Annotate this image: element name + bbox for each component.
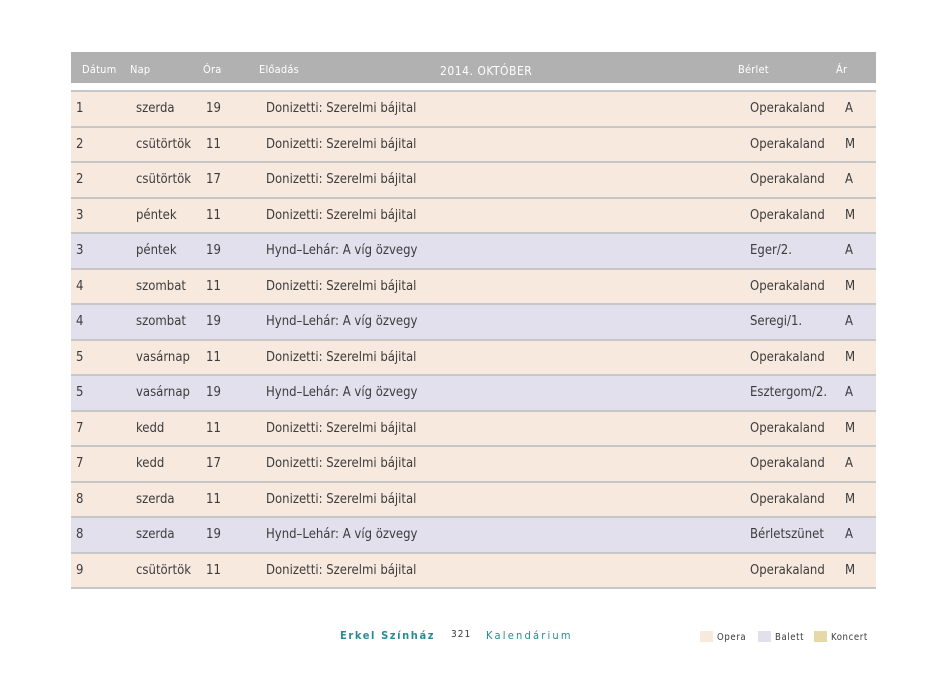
cell-price: M (845, 420, 856, 436)
cell-day: szerda (136, 527, 175, 542)
cell-season: Operakaland (750, 136, 825, 152)
cell-date: 3 (76, 207, 84, 223)
cell-date: 2 (76, 136, 84, 152)
table-header (71, 52, 876, 83)
cell-date: 8 (76, 491, 84, 507)
cell-show: Donizetti: Szerelmi bájital (266, 562, 417, 578)
cell-season: Operakaland (750, 101, 825, 116)
cell-time: 11 (206, 562, 221, 578)
cell-day: vasárnap (136, 385, 190, 400)
cell-show: Hynd–Lehár: A víg özvegy (266, 527, 418, 542)
cell-day: szombat (136, 314, 186, 329)
cell-time: 19 (206, 385, 221, 400)
cell-date: 9 (76, 562, 84, 578)
legend-label: Koncert (831, 632, 868, 643)
table-row (71, 232, 876, 268)
cell-show: Hynd–Lehár: A víg özvegy (266, 385, 418, 400)
cell-time: 11 (206, 420, 221, 436)
cell-season: Operakaland (750, 349, 825, 365)
cell-time: 19 (206, 527, 221, 542)
cell-day: kedd (136, 420, 165, 436)
table-row (71, 161, 876, 197)
cell-price: M (845, 562, 856, 578)
table-row (71, 90, 876, 126)
table-row (71, 410, 876, 446)
cell-time: 17 (206, 172, 221, 187)
cell-date: 7 (76, 420, 84, 436)
cell-day: péntek (136, 243, 177, 258)
cell-season: Bérletszünet (750, 527, 824, 542)
cell-date: 4 (76, 278, 84, 294)
cell-show: Donizetti: Szerelmi bájital (266, 207, 417, 223)
cell-season: Operakaland (750, 278, 825, 294)
table-row (71, 516, 876, 552)
cell-price: M (845, 278, 856, 294)
header-day: Nap (130, 63, 151, 76)
cell-price: A (845, 527, 853, 542)
cell-date: 5 (76, 349, 84, 365)
cell-day: kedd (136, 456, 165, 471)
cell-time: 11 (206, 278, 221, 294)
footer-section-title: Kalendárium (486, 629, 573, 642)
header-time: Óra (203, 63, 222, 76)
cell-price: M (845, 207, 856, 223)
header-season: Bérlet (738, 63, 769, 76)
cell-season: Operakaland (750, 172, 825, 187)
cell-day: csütörtök (136, 136, 191, 152)
page-number: 321 (451, 629, 472, 640)
cell-time: 11 (206, 207, 221, 223)
cell-time: 11 (206, 491, 221, 507)
cell-price: A (845, 314, 853, 329)
table-row (71, 268, 876, 304)
cell-show: Hynd–Lehár: A víg özvegy (266, 243, 418, 258)
table-row (71, 126, 876, 162)
cell-show: Donizetti: Szerelmi bájital (266, 172, 417, 187)
cell-price: M (845, 136, 856, 152)
table-row (71, 481, 876, 517)
cell-show: Donizetti: Szerelmi bájital (266, 420, 417, 436)
table-row (71, 339, 876, 375)
month-title: 2014. OKTÓBER (440, 64, 533, 78)
cell-day: szerda (136, 491, 175, 507)
cell-date: 8 (76, 527, 84, 542)
cell-season: Operakaland (750, 207, 825, 223)
cell-date: 4 (76, 314, 84, 329)
table-row (71, 197, 876, 233)
cell-price: M (845, 491, 856, 507)
cell-price: A (845, 172, 853, 187)
table-row (71, 303, 876, 339)
cell-show: Donizetti: Szerelmi bájital (266, 349, 417, 365)
schedule-table (71, 90, 876, 589)
cell-season: Esztergom/2. (750, 385, 828, 400)
footer-theatre-name: Erkel Színház (340, 629, 436, 642)
cell-price: A (845, 456, 853, 471)
cell-day: csütörtök (136, 172, 191, 187)
cell-time: 19 (206, 314, 221, 329)
cell-day: vasárnap (136, 349, 190, 365)
cell-day: csütörtök (136, 562, 191, 578)
cell-day: szombat (136, 278, 186, 294)
cell-price: A (845, 243, 853, 258)
cell-date: 1 (76, 101, 84, 116)
header-price: Ár (836, 63, 848, 76)
cell-date: 2 (76, 172, 84, 187)
cell-show: Donizetti: Szerelmi bájital (266, 278, 417, 294)
legend-swatch (814, 631, 827, 642)
cell-time: 19 (206, 243, 221, 258)
header-date: Dátum (82, 63, 117, 76)
cell-show: Hynd–Lehár: A víg özvegy (266, 314, 418, 329)
cell-season: Operakaland (750, 491, 825, 507)
cell-season: Operakaland (750, 456, 825, 471)
cell-time: 19 (206, 101, 221, 116)
legend-item (758, 631, 804, 643)
cell-season: Seregi/1. (750, 314, 803, 329)
legend-item (700, 631, 746, 643)
cell-day: péntek (136, 207, 177, 223)
cell-date: 5 (76, 385, 84, 400)
cell-date: 3 (76, 243, 84, 258)
cell-price: M (845, 349, 856, 365)
legend-swatch (700, 631, 713, 642)
cell-show: Donizetti: Szerelmi bájital (266, 136, 417, 152)
cell-show: Donizetti: Szerelmi bájital (266, 456, 417, 471)
cell-date: 7 (76, 456, 84, 471)
cell-price: A (845, 385, 853, 400)
legend-item (814, 631, 868, 643)
legend-label: Balett (775, 632, 805, 643)
legend-label: Opera (717, 632, 747, 643)
cell-price: A (845, 101, 853, 116)
cell-time: 17 (206, 456, 221, 471)
legend-swatch (758, 631, 771, 642)
cell-season: Eger/2. (750, 243, 792, 258)
cell-show: Donizetti: Szerelmi bájital (266, 101, 417, 116)
table-row (71, 445, 876, 481)
cell-day: szerda (136, 101, 175, 116)
cell-time: 11 (206, 349, 221, 365)
cell-season: Operakaland (750, 420, 825, 436)
header-show: Előadás (259, 63, 300, 76)
cell-show: Donizetti: Szerelmi bájital (266, 491, 417, 507)
cell-season: Operakaland (750, 562, 825, 578)
table-row (71, 374, 876, 410)
table-row (71, 552, 876, 590)
cell-time: 11 (206, 136, 221, 152)
